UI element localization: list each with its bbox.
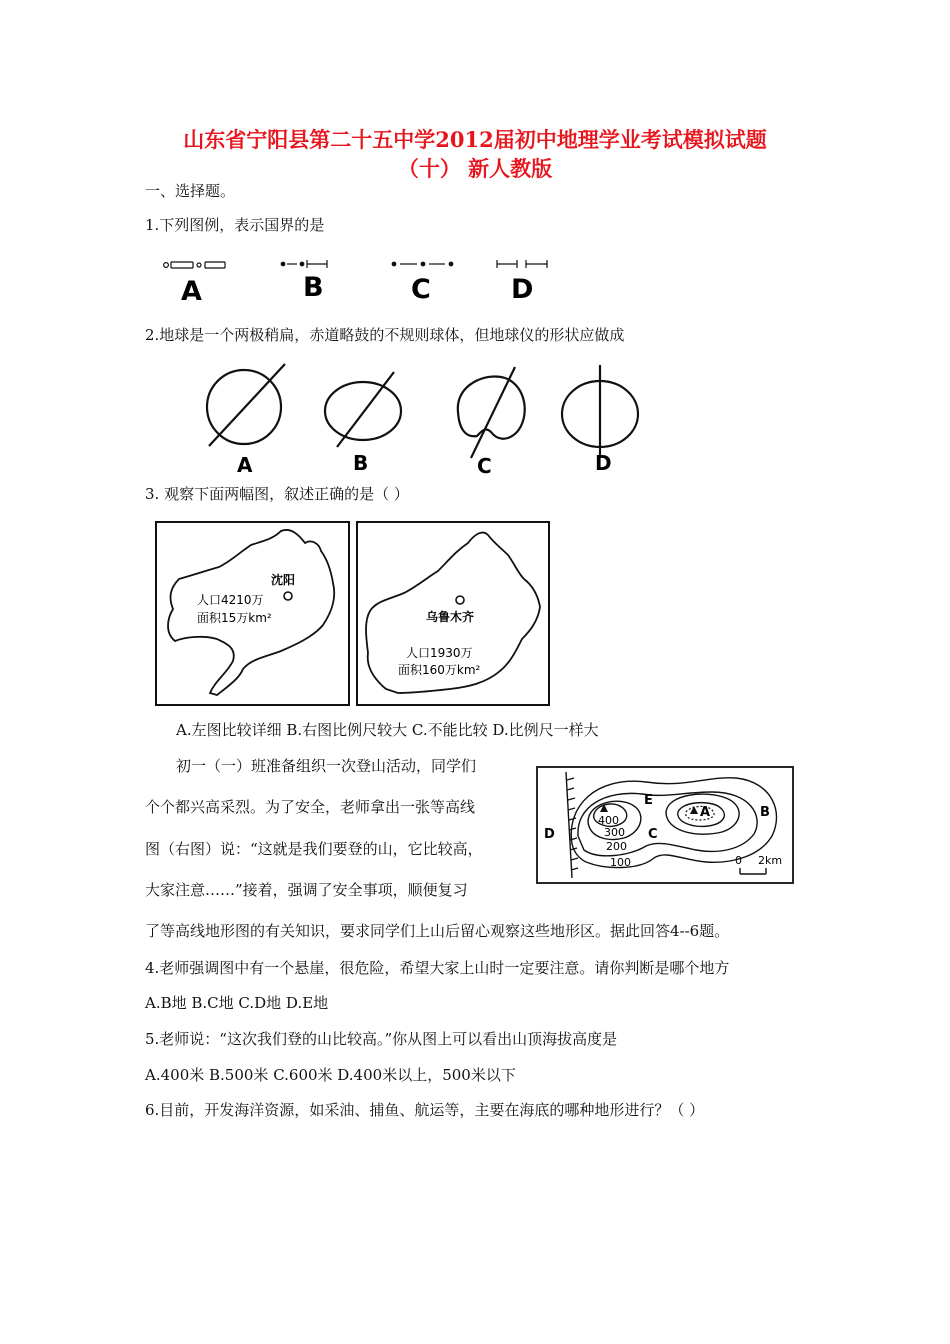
globe-c-shape (458, 367, 525, 458)
question-1: 1.下列图例，表示国界的是 (145, 216, 325, 234)
globe-b-label: B (353, 451, 369, 475)
left-map-area: 面积15万km² (197, 611, 272, 625)
shenyang-city-marker (284, 592, 292, 600)
contour-label-200: 200 (606, 840, 627, 853)
legend-a-symbol (164, 262, 225, 268)
point-d-label: D (544, 827, 555, 842)
point-c-label: C (648, 827, 658, 842)
question-5: 5.老师说：“这次我们登的山比较高。”你从图上可以看出山顶海拔高度是 (145, 1030, 618, 1048)
question-4: 4.老师强调图中有一个悬崖，很危险，希望大家上山时一定要注意。请你判断是哪个地方 (145, 959, 730, 977)
legend-d-label: D (511, 274, 534, 304)
globe-a-shape (207, 364, 285, 446)
point-b-label: B (760, 805, 770, 820)
contour-label-100: 100 (610, 856, 631, 869)
right-map-area: 面积160万km² (398, 663, 481, 677)
question-6: 6.目前，开发海洋资源，如采油、捕鱼、航运等，主要在海底的哪种地形进行？（ ） (145, 1101, 705, 1119)
contour-map (536, 766, 794, 884)
q2-globe-figure (195, 362, 655, 477)
map-urumqi (356, 521, 550, 706)
point-e-label: E (644, 793, 653, 808)
passage-line-4: 大家注意……”接着，强调了安全事项，顺便复习 (145, 881, 468, 899)
doc-title-line2: （十） 新人教版 (397, 156, 553, 181)
section-heading: 一、选择题。 (145, 182, 236, 200)
legend-d-symbol (497, 260, 547, 268)
legend-b-label: B (303, 272, 324, 303)
legend-c-label: C (411, 274, 431, 304)
globe-d-label: D (595, 451, 612, 475)
scale-label: 2km (758, 854, 783, 867)
globe-a-label: A (237, 453, 253, 477)
question-5-answers: A.400米 B.500米 C.600米 D.400米以上，500米以下 (145, 1066, 516, 1084)
passage-line-5: 了等高线地形图的有关知识，要求同学们上山后留心观察这些地形区。据此回答4--6题。 (145, 922, 730, 940)
left-peak-marker (600, 804, 608, 812)
passage-line-1: 初一（一）班准备组织一次登山活动，同学们 (176, 757, 477, 775)
q1-legend-figure (155, 252, 575, 304)
passage-line-3: 图（右图）说：“这就是我们要登的山，它比较高， (145, 840, 483, 858)
map-shenyang (155, 521, 350, 706)
globe-d-shape (562, 365, 638, 458)
legend-c-symbol (392, 262, 453, 266)
legend-a-label: A (181, 276, 202, 304)
question-3-answers: A.左图比较详细 B.右图比例尺较大 C.不能比较 D.比例尺一样大 (176, 721, 599, 739)
right-map-population: 人口1930万 (406, 646, 473, 660)
contour-label-300: 300 (604, 826, 625, 839)
scale-bar (740, 868, 766, 874)
globe-c-label: C (477, 454, 492, 477)
left-map-population: 人口4210万 (197, 593, 264, 607)
urumqi-city-marker (456, 596, 464, 604)
point-a-label: A (700, 805, 711, 820)
scale-zero: 0 (735, 854, 742, 867)
question-4-answers: A.B地 B.C地 C.D地 D.E地 (145, 994, 329, 1012)
legend-b-symbol (281, 260, 327, 268)
globe-b-shape (325, 372, 401, 447)
contour-label-400: 400 (598, 814, 619, 827)
question-3: 3. 观察下面两幅图，叙述正确的是（ ） (145, 485, 409, 503)
left-map-city: 沈阳 (271, 573, 296, 587)
right-map-city: 乌鲁木齐 (426, 610, 475, 624)
doc-title-line1: 山东省宁阳县第二十五中学2012届初中地理学业考试模拟试题 (183, 127, 767, 152)
question-2: 2.地球是一个两极稍扁，赤道略鼓的不规则球体，但地球仪的形状应做成 (145, 326, 625, 344)
passage-line-2: 个个都兴高采烈。为了安全，老师拿出一张等高线 (145, 798, 476, 816)
